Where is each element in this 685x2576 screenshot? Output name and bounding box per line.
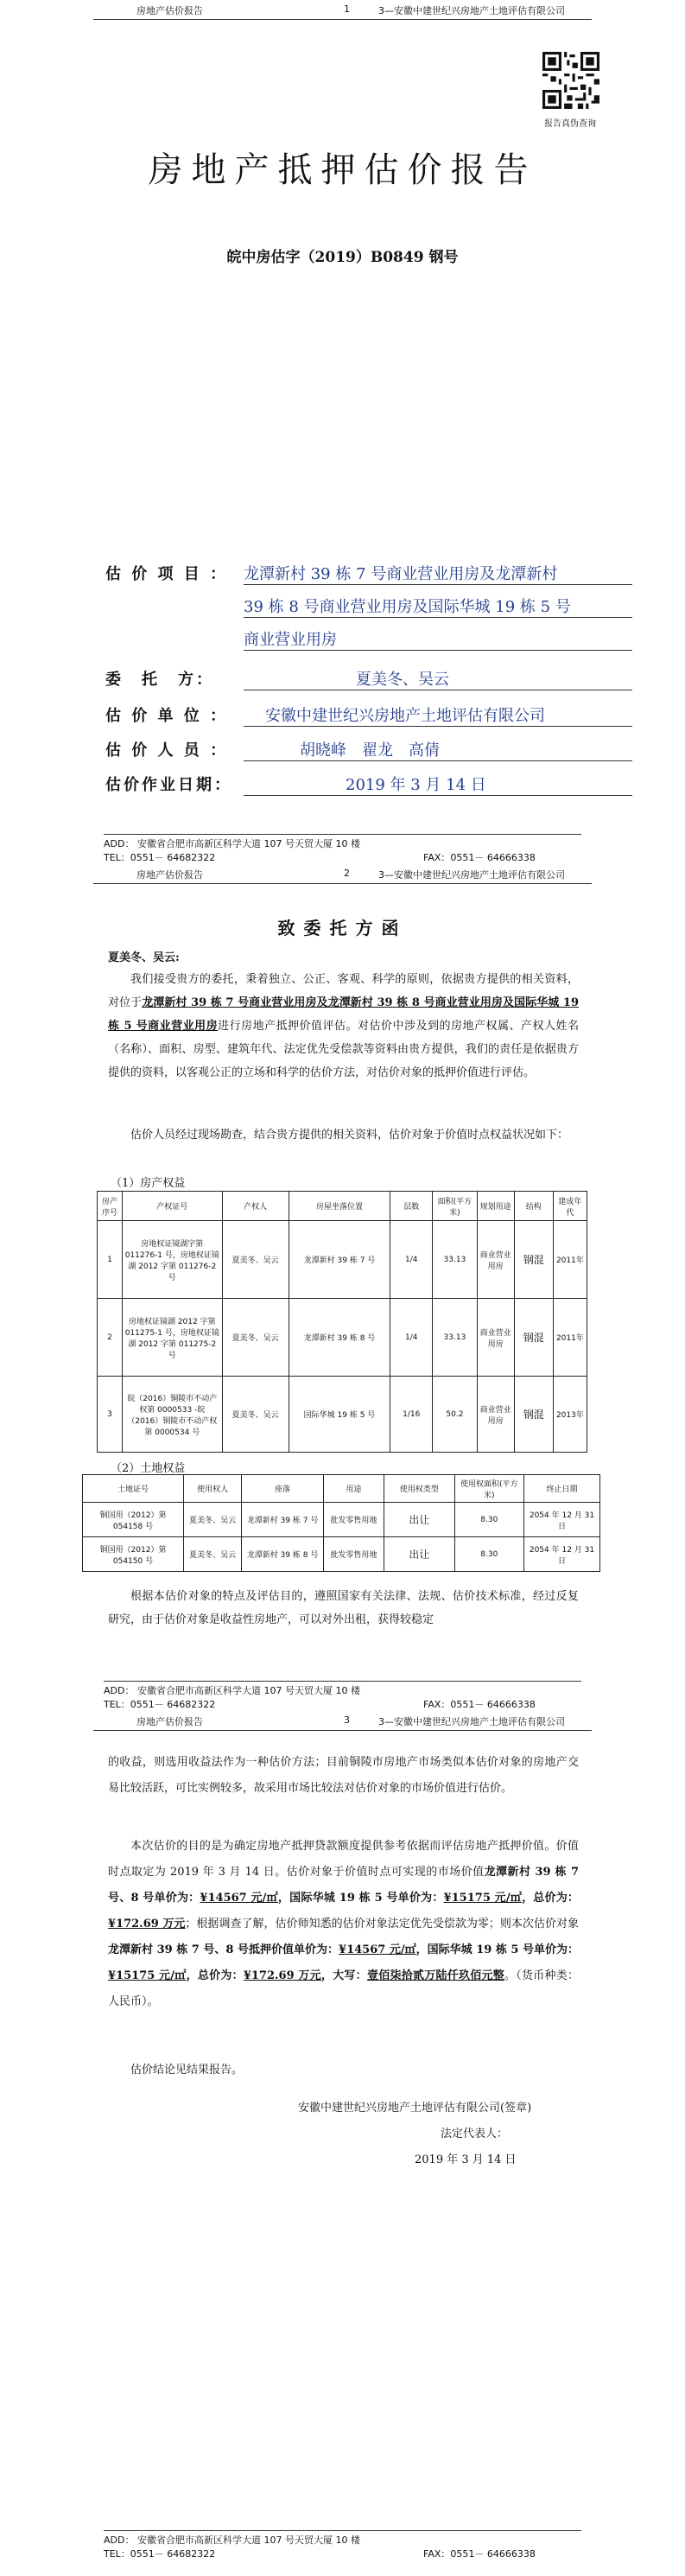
header-doc-type: 房地产估价报告 [136,5,203,16]
cell: 2054 年 12 月 31 日 [523,1537,599,1572]
footer-fax: FAX：0551－ 64666338 [423,1699,536,1710]
client-name: 夏美冬、吴云 [356,671,449,689]
footer-tel: TEL：0551－ 64682322 [104,1699,216,1710]
header-page-number: 3 [344,1714,350,1726]
signature-date: 2019 年 3 月 14 日 [415,2153,517,2166]
col-header: 产权证号 [123,1192,222,1221]
unit-price-value: ¥15175 元/㎡ [443,1892,523,1905]
text: ，总价为： [186,1969,244,1982]
letter-paragraph-1 [108,968,579,1084]
table-row [98,1299,587,1377]
cell: 夏美冬、吴云 [222,1221,289,1299]
header-company: 3—安徽中建世纪兴房地产土地评估有限公司 [378,1716,565,1727]
header-page-number: 2 [344,868,350,879]
label-client: 委 托 方： [105,671,214,689]
project-line-3: 商业营业用房 [244,631,337,649]
footer-address: ADD： 安徽省合肥市高新区科学大道 107 号天贸大厦 10 楼 [104,838,360,849]
cell: 钢混 [514,1377,553,1453]
land-rights-subtitle: （2）土地权益 [111,1462,186,1475]
unit-price-value: ¥15175 元/㎡ [108,1969,187,1982]
cell: 1/4 [390,1299,433,1377]
unit-price-value: ¥14567 元/㎡ [200,1892,278,1905]
page-footer [104,2530,581,2560]
table-row [98,1377,587,1453]
col-header: 结构 [514,1192,553,1221]
cell: 2011年 [553,1221,587,1299]
table-row [98,1221,587,1299]
conclusion-paragraph-2 [108,1834,579,2015]
cell: 2011年 [553,1299,587,1377]
total-price-value: ¥172.69 万元 [108,1918,186,1930]
cell: 龙潭新村 39 栋 8 号 [242,1537,323,1572]
cell: 铜国用（2012）第 054150 号 [83,1537,184,1572]
appraiser-unit: 安徽中建世纪兴房地产土地评估有限公司 [265,707,545,725]
footer-tel: TEL：0551－ 64682322 [104,852,216,863]
cell: 夏美冬、吴云 [184,1503,242,1537]
text: 龙潭新村 39 栋 7 号、8 号抵押价值单价为： [108,1943,339,1956]
p1-intro: 我们接受贵方的委托，秉着独立、公正、客观、科学的原则，依据贵方提供的相关资料，对位于 [108,973,579,1009]
page-footer [104,834,581,863]
cell: 33.13 [433,1221,477,1299]
text: ；根据调查了解，估价师知悉的估价对象法定优先受偿款为零；则本次估价对象 [185,1918,579,1930]
footer-fax: FAX：0551－ 64666338 [423,852,536,863]
cell: 出让 [384,1503,455,1537]
header-doc-type: 房地产估价报告 [136,1716,203,1727]
header-page-number: 1 [344,3,350,15]
page-header [93,864,592,884]
total-price-words: 壹佰柒拾贰万陆仟玖佰元整 [366,1969,504,1982]
conclusion-paragraph-3: 估价结论见结果报告。 [130,2064,244,2077]
label-appraisers: 估 价 人 员 ： [105,741,229,760]
cell: 龙潭新村 39 栋 8 号 [289,1299,390,1377]
col-header: 房产序号 [98,1192,123,1221]
divider [244,760,632,761]
cell: 8.30 [454,1503,523,1537]
text: 。（货币种类：人民币）。 [108,1969,579,2008]
project-line-2: 39 栋 8 号商业营业用房及国际华城 19 栋 5 号 [244,598,571,616]
header-company: 3—安徽中建世纪兴房地产土地评估有限公司 [378,869,565,881]
p1-rest: 进行房地产抵押价值评估。对估价中涉及到的房地产权属、产权人姓名（名称）、面积、房型、建筑年代、法定优先受偿款等资料由贵方提供，我们的责任是依据贵方提供的资料，以客观公正的立场和科学的估价方法，对估价对象的抵押价值进行评估。 [108,1020,579,1079]
letter-paragraph-2: 估价人员经过现场勘查，结合贵方提供的相关资料，估价对象于价值时点权益状况如下： [130,1129,569,1142]
qr-caption: 报告真伪查询 [544,119,596,129]
cell: 商业营业用房 [477,1377,514,1453]
text: ，国际华城 19 栋 5 号单价为： [415,1943,580,1956]
signature-representative: 法定代表人： [441,2128,509,2140]
label-appraiser-unit: 估 价 单 位 ： [105,707,229,725]
cell: 钢混 [514,1221,553,1299]
cell: 夏美冬、吴云 [184,1537,242,1572]
cell: 50.2 [433,1377,477,1453]
col-header: 使用权类型 [384,1475,455,1503]
col-header: 用途 [323,1475,384,1503]
table-row [83,1537,600,1572]
letter-greeting: 夏美冬、吴云: [108,951,180,964]
footer-address: ADD： 安徽省合肥市高新区科学大道 107 号天贸大厦 10 楼 [104,2535,360,2546]
cell: 钢混 [514,1299,553,1377]
work-date: 2019 年 3 月 14 日 [346,776,486,794]
cell: 8.30 [454,1537,523,1572]
divider [244,650,632,651]
footer-fax: FAX：0551－ 64666338 [423,2548,536,2560]
col-header: 座落 [242,1475,323,1503]
cell: 铜国用（2012）第 054158 号 [83,1503,184,1537]
col-header: 终止日期 [523,1475,599,1503]
unit-price-value: ¥14567 元/㎡ [339,1943,416,1956]
appraiser-names: 胡晓峰 翟龙 高倩 [300,741,440,760]
cell: 1 [98,1221,123,1299]
header-doc-type: 房地产估价报告 [136,869,203,881]
cell: 商业营业用房 [477,1299,514,1377]
col-header: 建成年代 [553,1192,587,1221]
cell: 夏美冬、吴云 [222,1377,289,1453]
cell: 1/16 [390,1377,433,1453]
page-footer [104,1681,581,1710]
cell: 夏美冬、吴云 [222,1299,289,1377]
signature-company: 安徽中建世纪兴房地产土地评估有限公司(签章) [298,2102,532,2115]
divider [244,795,632,796]
cell: 3 [98,1377,123,1453]
cell: 33.13 [433,1299,477,1377]
text: 本次估价的目的是为确定房地产抵押贷款额度提供参考依据而评估房地产抵押价值。价值时点取定为 2019 年 3 月 14 日。估价对象于价值时点可实现的市场价值 [108,1840,579,1879]
cell: 1/4 [390,1221,433,1299]
page-header [93,1711,592,1731]
p1-property: 龙潭新村 39 栋 7 号商业营业用房及龙潭新村 39 栋 8 号商业营业用房及国际华城 19 栋 5 号商业营业用房 [108,996,579,1033]
col-header: 层数 [390,1192,433,1221]
report-number: 皖中房估字（2019）B0849 钢号 [226,249,459,266]
cell: 龙潭新村 39 栋 7 号 [242,1503,323,1537]
header-company: 3—安徽中建世纪兴房地产土地评估有限公司 [378,5,565,16]
text: ，国际华城 19 栋 5 号单价为： [277,1892,444,1905]
cell: 商业营业用房 [477,1221,514,1299]
col-header: 产权人 [222,1192,289,1221]
conclusion-paragraph-1: 的收益，则选用收益法作为一种估价方法；目前铜陵市房地产市场类似本估价对象的房地产交易比较活跃，可比实例较多，故采用市场比较法对估价对象的市场价值进行估价。 [108,1756,579,1795]
cell: 出让 [384,1537,455,1572]
divider [244,726,632,727]
letter-title: 致委托方函 [277,918,408,938]
table-row [83,1503,600,1537]
footer-tel: TEL：0551－ 64682322 [104,2548,216,2560]
cell: 房地权证镜湖 2012 字第 011275-1 号，房地权证镜湖 2012 字第 011275-2 号 [123,1299,222,1377]
cell: 房地权证镜湖字第 011276-1 号，房地权证镜湖 2012 字第 011276-2 号 [123,1221,222,1299]
letter-paragraph-3: 根据本估价对象的特点及评估目的，遵照国家有关法律、法规、估价技术标准，经过反复研究，由于估价对象是收益性房地产，可以对外出租，获得较稳定 [108,1590,579,1626]
land-rights-table [82,1474,600,1572]
house-rights-table [97,1191,587,1453]
cell: 批发零售用地 [323,1503,384,1537]
cell: 皖（2016）铜陵市不动产权第 0000533 -皖（2016）铜陵市不动产权第 0000534 号 [123,1377,222,1453]
text: 龙潭新村 39 栋 7 号、8 号单价为： [108,1866,579,1905]
col-header: 使用权人 [184,1475,242,1503]
project-line-1: 龙潭新村 39 栋 7 号商业营业用房及龙潭新村 [244,565,558,583]
col-header: 土地证号 [83,1475,184,1503]
cell: 批发零售用地 [323,1537,384,1572]
text: ，大写： [320,1969,367,1982]
divider [244,584,632,585]
page-header [93,0,592,20]
cell: 国际华城 19 栋 5 号 [289,1377,390,1453]
house-rights-subtitle: （1）房产权益 [111,1177,186,1190]
cell: 2 [98,1299,123,1377]
label-work-date: 估价作业日期： [105,776,232,794]
cell: 龙潭新村 39 栋 7 号 [289,1221,390,1299]
footer-address: ADD： 安徽省合肥市高新区科学大道 107 号天贸大厦 10 楼 [104,1685,360,1696]
total-price-value: ¥172.69 万元 [243,1969,321,1982]
label-project: 估 价 项 目 ： [105,565,229,583]
cell: 2054 年 12 月 31 日 [523,1503,599,1537]
col-header: 规划用途 [477,1192,514,1221]
cell: 2013年 [553,1377,587,1453]
col-header: 房屋坐落位置 [289,1192,390,1221]
report-title: 房地产抵押估价报告 [148,150,537,190]
text: ，总价为： [522,1892,579,1905]
col-header: 使用权面积(平方米) [454,1475,523,1503]
col-header: 面积(平方米) [433,1192,477,1221]
qr-code-icon [542,52,599,109]
divider [244,617,632,618]
